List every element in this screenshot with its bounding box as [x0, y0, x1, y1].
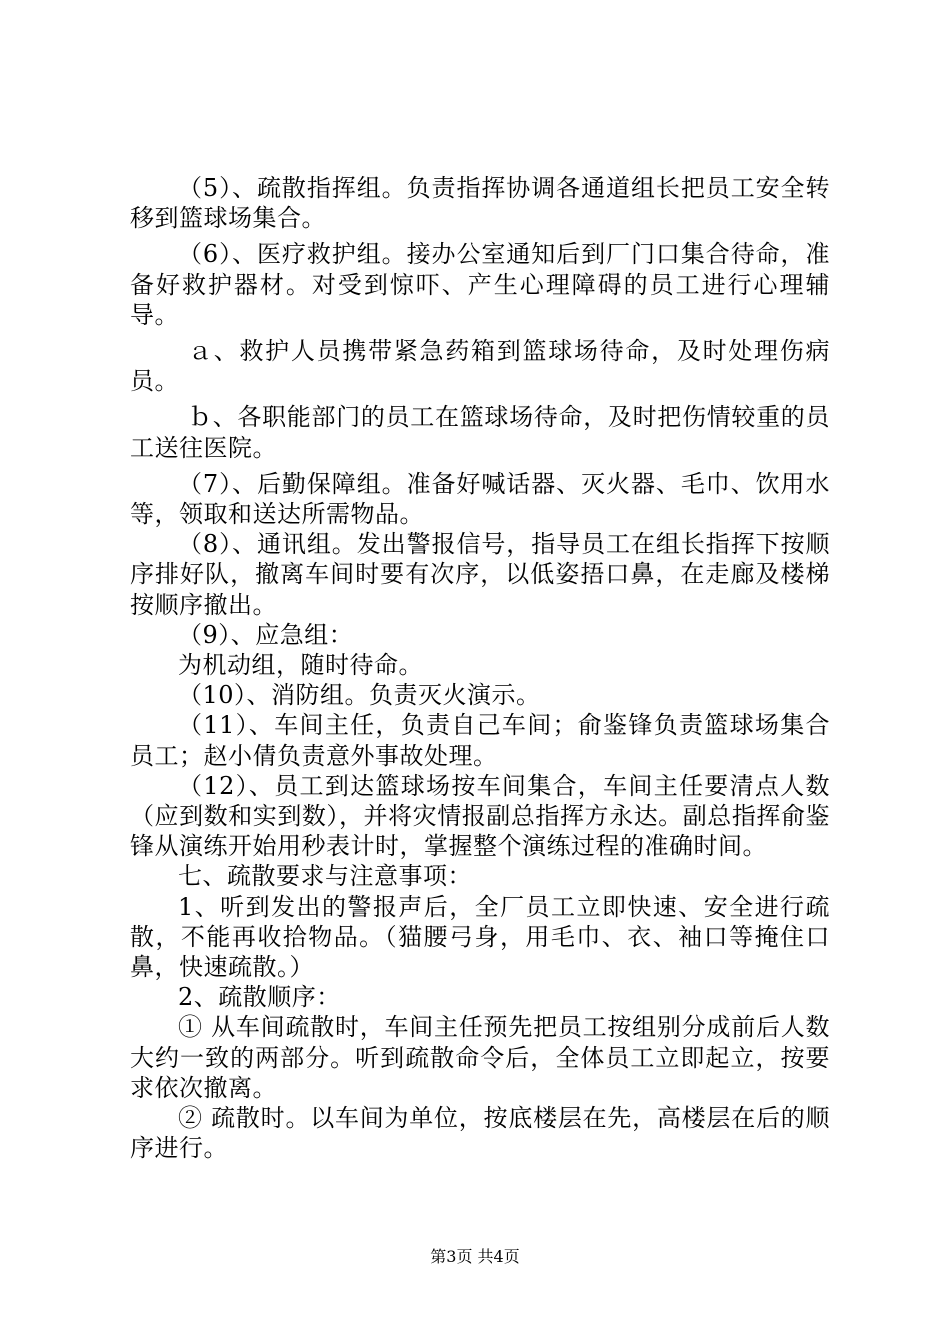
- paragraph-standby: 为机动组，随时待命。: [178, 651, 423, 680]
- paragraph-order-1: ① 从车间疏散时，车间主任预先把员工按组别分成前后人数大约一致的两部分。听到疏散命令后，全体员工立即起立，按要求依次撤离。: [130, 1013, 830, 1102]
- paragraph-emergency-group: （9）、应急组：: [178, 620, 354, 649]
- paragraph-requirement-2: 2、疏散顺序：: [178, 983, 341, 1012]
- paragraph-item-a: ａ、救护人员携带紧急药箱到篮球场待命，及时处理伤病员。: [130, 337, 830, 396]
- paragraph-order-2: ② 疏散时。以车间为单位，按底楼层在先，高楼层在后的顺序进行。: [130, 1104, 830, 1163]
- paragraph-requirement-1: 1、听到发出的警报声后，全厂员工立即快速、安全进行疏散，不能再收拾物品。（猫腰弓身，用毛巾、衣、袖口等掩住口鼻，快速疏散。）: [130, 892, 830, 982]
- section-heading-requirements: 七、疏散要求与注意事项：: [178, 862, 472, 891]
- document-body: [130, 173, 830, 1164]
- page-footer: 第3页 共4页: [430, 1247, 520, 1266]
- paragraph-assembly: （12）、员工到达篮球场按车间集合，车间主任要清点人数（应到数和实到数），并将灾情报副总指挥方永达。副总指挥俞鉴锋从演练开始用秒表计时，掌握整个演练过程的准确时间。: [130, 771, 830, 861]
- paragraph-medical-rescue: （6）、医疗救护组。接办公室通知后到厂门口集合待命，准备好救护器材。对受到惊吓、产生心理障碍的员工进行心理辅导。: [130, 240, 830, 329]
- paragraph-workshop-director: （11）、车间主任，负责自己车间；俞鉴锋负责篮球场集合员工；赵小倩负责意外事故处理。: [130, 711, 830, 770]
- paragraph-fire-group: （10）、消防组。负责灭火演示。: [178, 681, 541, 710]
- paragraph-evacuation-command: （5）、疏散指挥组。负责指挥协调各通道组长把员工安全转移到篮球场集合。: [130, 174, 830, 233]
- paragraph-logistics: （7）、后勤保障组。准备好喊话器、灭火器、毛巾、饮用水等，领取和送达所需物品。: [130, 469, 830, 529]
- paragraph-item-b: ｂ、各职能部门的员工在篮球场待命，及时把伤情较重的员工送往医院。: [130, 403, 830, 462]
- paragraph-communication: （8）、通讯组。发出警报信号，指导员工在组长指挥下按顺序排好队，撤离车间时要有次序，以低姿捂口鼻，在走廊及楼梯按顺序撤出。: [130, 530, 830, 619]
